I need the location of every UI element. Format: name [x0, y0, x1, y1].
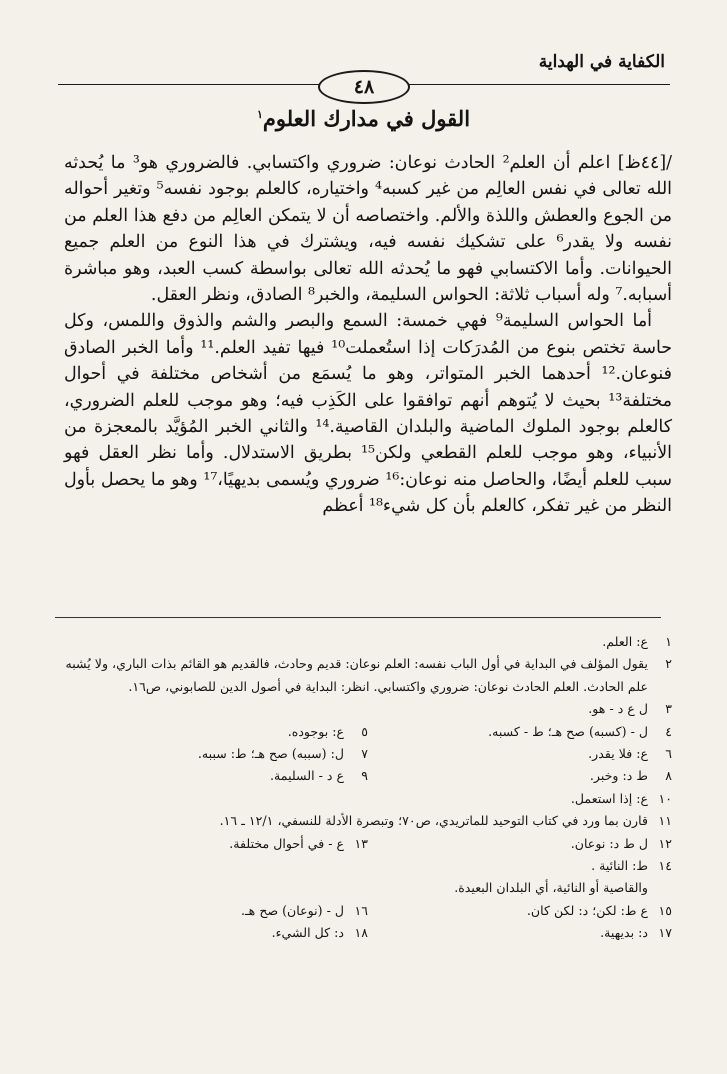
footnote-text: ل - (نوعان) صح هـ. [240, 902, 344, 918]
footnote-row [64, 833, 672, 855]
footnote [64, 855, 672, 877]
footnote-text: ع - في أحوال مختلفة. [229, 835, 344, 851]
footnote [64, 631, 672, 653]
footnote-text: ع: بوجوده. [287, 723, 344, 739]
main-text [64, 150, 672, 520]
footnote-row [64, 765, 672, 787]
footnote-row [64, 743, 672, 765]
footnote-number: ٤ [665, 723, 672, 739]
footnote-number: ١٦ [354, 902, 368, 918]
footnote [64, 721, 368, 743]
footnote-text: قارن بما ورد في كتاب التوحيد للماتريدي، ص٧٠؛ وتبصرة الأدلة للنسفي، ١٢/١ ـ ١٦. [219, 813, 648, 829]
footnote-continuation: والقاصية أو النائية، أي البلدان البعيدة. [454, 880, 648, 896]
footnote-number: ١٨ [354, 925, 368, 941]
footnote-number: ١٢ [658, 835, 672, 851]
footnote [368, 900, 672, 922]
footnote-number: ١٣ [354, 835, 368, 851]
footnotes [64, 631, 672, 945]
footnote [368, 833, 672, 855]
footnote-number: ١٤ [658, 858, 672, 874]
footnote-text: ع: فلا يقدر. [588, 746, 648, 762]
footnote-text: ط د: وخبر. [589, 768, 648, 784]
footnote-number: ٥ [361, 723, 368, 739]
footnote-number: ١٥ [658, 902, 672, 918]
footnote-number: ٩ [361, 768, 368, 784]
footnote-number: ٢ [665, 656, 672, 672]
footnote-number: ٧ [361, 746, 368, 762]
footnote [64, 743, 368, 765]
footnote [368, 922, 672, 944]
footnote [64, 810, 672, 832]
footnote [64, 788, 672, 810]
paragraph-2: أما الحواس السليمة⁹ فهي خمسة: السمع والبصر والشم والذوق واللمس، وكل حاسة تختص بنوع من المُدرَكات إذا استُعملت¹⁰ فيها تفيد العلم.¹¹ وأما الخبر الصادق فنوعان.¹² أحدهما الخبر المتواتر، وهو ما يُسمَع من أشخاص مختلفة في أحوال مختلفة¹³ بحيث لا يُتوهم أنهم توافقوا على الكَذِب فيه؛ وهو موجب للعلم الضروري، كالعلم بوجود الملوك الماضية والبلدان القاصية.¹⁴ والثاني الخبر المُؤيَّد بالمعجزة من الأنبياء، وهو موجب للعلم القطعي ولكن¹⁵ بطريق الاستدلال. وأما نظر العقل فهو سبب للعلم أيضًا، والحاصل منه نوعان:¹⁶ ضروري ويُسمى بديهيًا،¹⁷ وهو ما يحصل بأول النظر من غير تفكر، كالعلم بأن كل شيء¹⁸ أعظم [64, 311, 672, 517]
footnote [64, 653, 672, 698]
footnote [368, 721, 672, 743]
footnote [368, 743, 672, 765]
footnote-row [64, 922, 672, 944]
footnote-row [64, 900, 672, 922]
paragraph-1: /[٤٤ظ] اعلم أن العلم² الحادث نوعان: ضروري واكتسابي. فالضروري هو³ ما يُحدثه الله تعالى في نفس العالِم من غير كسبه⁴ واختياره، كالعلم بوجود نفسه⁵ وتغير أحواله من الجوع والعطش واللذة والألم. واختصاصه أن لا يتمكن العالِم من دفع هذا العلم من نفسه ولا يقدر⁶ على تشكيك نفسه فيه، ويشترك في هذا النوع من العلم جميع الحيوانات. وأما الاكتسابي فهو ما يُحدثه الله تعالى بواسطة كسب العبد، وهو مباشرة أسبابه.⁷ وله أسباب ثلاثة: الحواس السليمة، والخبر⁸ الصادق، ونظر العقل. [64, 153, 673, 306]
section-heading-note-ref: ١ [256, 108, 263, 121]
footnote-text: ع: إذا استعمل. [570, 790, 648, 806]
page-number [318, 70, 410, 104]
footnote-number: ١٧ [658, 925, 672, 941]
footnote-text: ع د - السليمة. [270, 768, 344, 784]
footnote-row [64, 721, 672, 743]
footnote-text: يقول المؤلف في البداية في أول الباب نفسه: العلم نوعان: قديم وحادث، فالقديم هو القائم بذات الباري، ولا يُشبه علم الحادث. العلم الحادث نوعان: ضروري واكتسابي. انظر: البداية في أصول الدين للصابوني، ص١٦. [65, 656, 648, 694]
footnote-number: ٦ [665, 746, 672, 762]
footnote [368, 765, 672, 787]
footnote [64, 922, 368, 944]
footnote [64, 833, 368, 855]
footnote-text: د: بديهية. [600, 925, 648, 941]
footnote-number: ١ [665, 634, 672, 649]
running-head: الكفاية في الهداية [538, 52, 665, 72]
section-heading [0, 106, 727, 131]
footnote-number: ٣ [665, 701, 672, 717]
footnote-number: ٨ [665, 768, 672, 784]
footnote-text: ل - (كسبه) صح هـ؛ ط - كسبه. [488, 723, 648, 739]
footnote-separator [55, 617, 661, 618]
footnote [64, 698, 672, 720]
footnote [64, 765, 368, 787]
footnote-number: ١٠ [658, 790, 672, 806]
footnote [64, 900, 368, 922]
footnote-number: ١١ [658, 813, 672, 829]
footnote-text: ع ط: لكن؛ د: لكن كان. [526, 902, 648, 918]
footnote-text: د: كل الشيء. [271, 925, 344, 941]
section-heading-text: القول في مدارك العلوم [262, 106, 471, 131]
footnote-text: ل ط د: نوعان. [570, 835, 648, 851]
footnote-text: ل ع د - هو. [588, 701, 648, 717]
page-number-text: ٤٨ [353, 76, 375, 98]
footnote-text: ط: النائية . [591, 858, 648, 874]
footnote-text: ع: العلم. [602, 634, 648, 649]
footnote-text: ل: (سببه) صح هـ؛ ط: سببه. [197, 746, 344, 762]
